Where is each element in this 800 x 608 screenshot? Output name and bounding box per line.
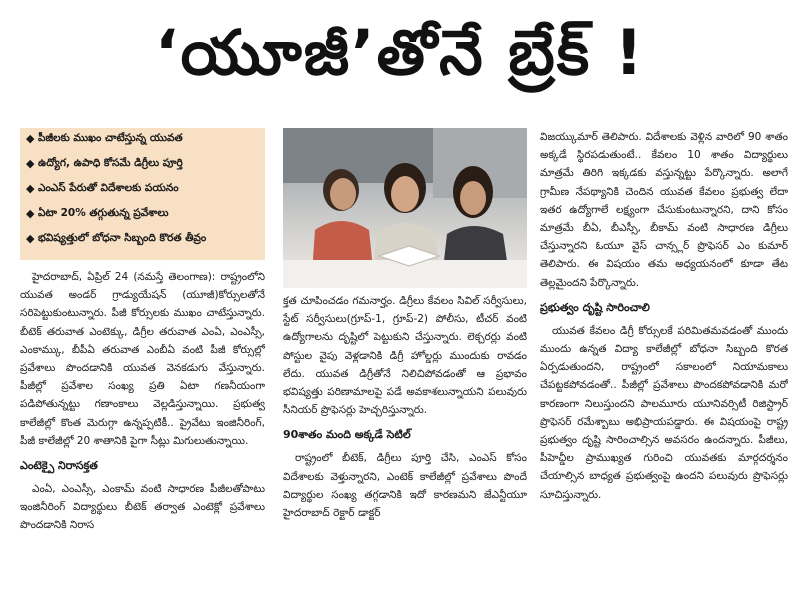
article-paragraph: యువత కేవలం డిగ్రీ కోర్సులకే పరిమితమవడంతో ముందు ముందు ఉన్నత విద్యా కాలేజీల్లో బోధనా సిబ్బంది కొరత ఏర్పడుతుందని, రాష్ట్రంలో సకాలంలో నియామకాలు చేపట్టకపోవడంతో.. పీజీల్లో ప్రవేశాలు పొందకపోవడానికి మరో కారణంగా నిలుస్తుందని పాలమూరు యూనివర్సిటీ రిజిస్ట్రార్ ప్రొఫెసర్ రమేశ్బాబు అభిప్రాయపడ్డారు. ఈ విషయంపై రాష్ట్ర ప్రభుత్వం దృష్టి సారించాల్సిన అవసరం ఉందన్నారు. పీజీలు, పీహెచ్డీల ప్రాముఖ్యత గురించి యువతకు మార్గదర్శనం చేయాల్సిన బాధ్యత ప్రభుత్వంపై ఉందని పలువురు ప్రొఫెసర్లు సూచిస్తున్నారు. [540,324,788,501]
bullet-icon: ◆ [26,132,35,145]
bullet-icon: ◆ [26,182,35,195]
highlight-item [26,232,259,257]
bullet-icon: ◆ [26,232,35,245]
student-face [330,178,356,210]
article-column-1 [20,268,265,608]
article-paragraph: ఎంఏ, ఎంఎస్సీ, ఎంకామ్ వంటి సాధారణ పీజీలతోపాటు ఇంజినీరింగ్ విద్యార్థులు బీటెక్ తర్వాత ఎంటెక్లో ప్రవేశాలు పొందడానికి నిరాస [20,483,265,532]
highlight-item [26,182,259,207]
article-paragraph: రాష్ట్రంలో బీటెక్, డిగ్రీలు పూర్తి చేసి, ఎంఎస్ కోసం విదేశాలకు వెళ్తున్నారని, ఎంటెక్ కాలేజీల్లో ప్రవేశాలు పొందే విద్యార్థుల సంఖ్య తగ్గడానికి ఇదో కారణమని జేఎన్టీయూ హైదరాబాద్ రెక్టార్ డాక్టర్ [283,452,527,520]
article-column-3 [540,128,788,608]
highlight-item [26,207,259,232]
article-column-2 [283,292,527,608]
students-photo [283,128,527,288]
article-paragraph: క్తత చూపించడం గమనార్హం. డిగ్రీలు కేవలం సివిల్ సర్వీసులు, స్టేట్ సర్వీసులు(గ్రూప్-1, గ్రూప్-2) పోలీసు, టీచర్ వంటి ఉద్యోగాలను దృష్టిలో పెట్టుకుని చేస్తున్నారు. లెక్చరర్లు వంటి పోస్టుల వైపు వెళ్లడానికి డిగ్రీ హోల్డర్లు ముందుకు రావడం లేదు. యువత డిగ్రీతోనే నిలిచిపోవడంతో ఆ ప్రభావం భవిష్యత్తు పరిణామాలపై పడే అవకాశలున్నాయని పలువురు సీనియర్ ప్రొఫెసర్లు హెచ్చరిస్తున్నారు. [283,295,527,417]
highlight-text: పీజీలకు ముఖం చాటేస్తున్న యువత [38,132,183,144]
bullet-icon: ◆ [26,157,35,170]
student-face [391,176,419,212]
students-illustration [283,128,527,288]
headline: ‘యూజీ’తోనే బ్రేక్ ! [155,16,645,89]
section-subheading: ప్రభుత్వం దృష్టి సారించాలి [540,300,650,314]
highlight-text: ఏటా 20% తగ్గుతున్న ప్రవేశాలు [38,207,169,219]
bullet-icon: ◆ [26,207,35,220]
article-paragraph: విజయ్కుమార్ తెలిపారు. విదేశాలకు వెళ్లిన వారిలో 90 శాతం అక్కడే స్థిరపడుతుంటే.. కేవలం 10 శాతం విద్యార్థులు మాత్రమే తిరిగి ఇక్కడకు వస్తున్నట్టు పేర్కొన్నారు. అలాగే గ్రామీణ నేపథ్యానికి చెందిన యువత కేవలం ప్రభుత్వ లేదా ఇతర ఉద్యోగాలే లక్ష్యంగా చేసుకుంటున్నారని, దాని కోసం మాత్రమే బీఏ, బీఎస్సీ, బీకామ్ వంటి సాధారణ డిగ్రీలు చేస్తున్నారని ఓయూ వైస్ చాన్స్లర్ ప్రొఫెసర్ ఎం కుమార్ తెలిపారు. ఈ విషయం తమ అధ్యయనంలో కూడా తేట తెల్లమైందని పేర్కొన్నారు. [540,131,788,289]
highlight-item [26,157,259,182]
article-paragraph: హైదరాబాద్, ఏప్రిల్ 24 (నమస్తే తెలంగాణ): రాష్ట్రంలోని యువత అండర్ గ్రాడ్యుయేషన్ (యూజీ)కోర్సులతోనే సరిపెట్టుకుంటున్నారు. పీజీ కోర్సులకు ముఖం చాటేస్తున్నారు. బీటెక్ తరువాత ఎంటెక్కు, డిగ్రీల తరువాత ఎంఏ, ఎంఎస్సీ, ఎంకామ్కు, బీపీఏ తరువాత ఎంబీఏ వంటి పీజీ కోర్సుల్లో ప్రవేశాలు పొందడానికి యువత వెనకడుగు వేస్తున్నారు. పీజీల్లో ప్రవేశాల సంఖ్య ప్రతి ఏటా గణనీయంగా పడిపోతున్నట్టు గణాంకాలు వెల్లడిస్తున్నాయి. ప్రభుత్వ కాలేజీల్లో కొంత మెరుగ్గా ఉన్నప్పటికీ.. ప్రైవేటు ఇంజినీరింగ్, పీజీ కాలేజీల్లో 20 శాతానికి పైగా సీట్లు మిగులుతున్నాయి. [20,271,265,447]
highlight-item [26,132,259,157]
highlight-text: భవిష్యత్తులో బోధనా సిబ్బంది కొరత తీవ్రం [38,232,207,244]
section-subheading: ఎంటెక్పై నిరాసక్తత [20,459,98,473]
student-face [460,181,486,215]
highlight-text: ఎంఎస్ పేరుతో విదేశాలకు పయనం [38,182,179,194]
highlights-box [20,128,265,260]
section-subheading: 90శాతం మంది అక్కడే సెటిల్ [283,428,411,442]
highlight-text: ఉద్యోగ, ఉపాధి కోసమే డిగ్రీలు పూర్తి [38,157,183,169]
